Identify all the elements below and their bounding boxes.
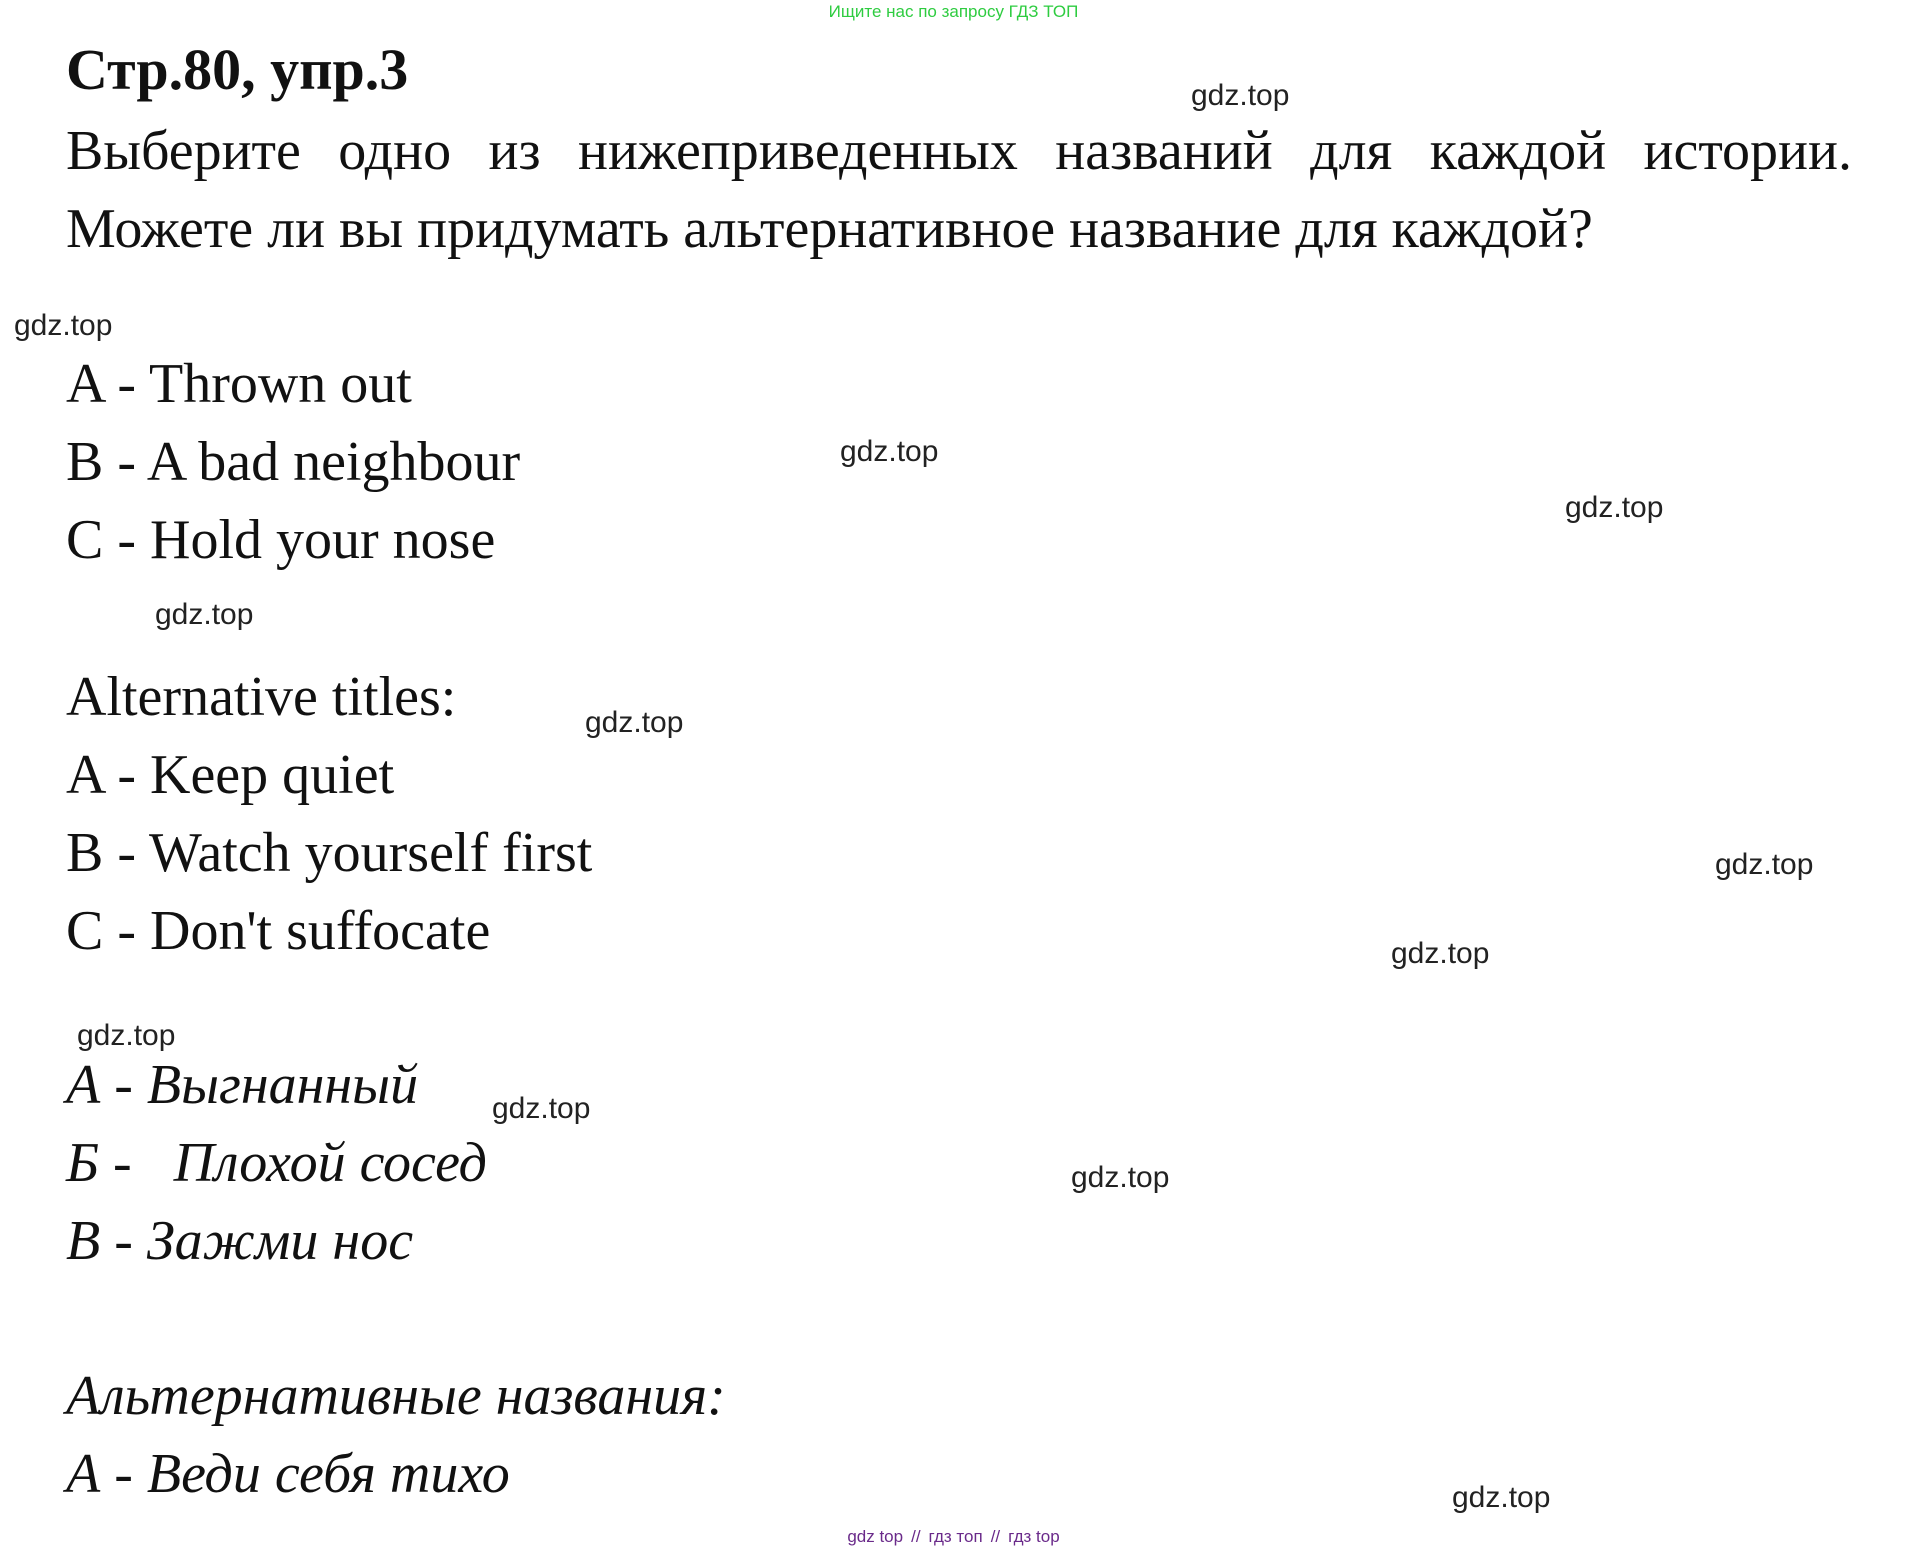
watermark: gdz.top (77, 1019, 176, 1052)
top-banner: Ищите нас по запросу ГДЗ ТОП (828, 2, 1079, 21)
watermark: gdz.top (1191, 79, 1290, 112)
title-ru-a: А - Выгнанный (66, 1054, 419, 1116)
instruction-line-1: Выберите одно из нижеприведенных названий для каждой истории. (66, 120, 1852, 182)
title-ru-c: В - Зажми нос (66, 1210, 414, 1272)
alt-title-en-c: C - Don't suffocate (66, 900, 491, 962)
footer (0, 1527, 1907, 1547)
instruction-line-2: Можете ли вы придумать альтернативное название для каждой? (66, 198, 1593, 260)
alt-heading-en: Alternative titles: (66, 666, 457, 728)
footer-separator: // (990, 1527, 1001, 1546)
watermark: gdz.top (840, 435, 939, 468)
title-en-c: C - Hold your nose (66, 509, 496, 571)
watermark: gdz.top (1452, 1481, 1551, 1514)
footer-separator: // (911, 1527, 921, 1546)
watermark: gdz.top (14, 309, 113, 342)
watermark: gdz.top (1565, 491, 1664, 524)
instruction-text (66, 112, 1852, 268)
watermark: gdz.top (1715, 848, 1814, 881)
footer-part-2: гдз топ (928, 1527, 983, 1546)
watermark: gdz.top (585, 706, 684, 739)
alt-title-en-a: A - Keep quiet (66, 744, 395, 806)
footer-part-3: гдз top (1008, 1527, 1060, 1546)
title-en-a: A - Thrown out (66, 353, 412, 415)
watermark: gdz.top (1071, 1161, 1170, 1194)
watermark: gdz.top (1391, 937, 1490, 970)
watermark: gdz.top (155, 598, 254, 631)
title-ru-b: Б - Плохой сосед (66, 1132, 487, 1194)
alt-title-ru-a: А - Веди себя тихо (66, 1443, 510, 1505)
page-title: Стр.80, упр.3 (66, 37, 409, 102)
alt-title-en-b: B - Watch yourself first (66, 822, 593, 884)
alt-heading-ru: Альтернативные названия: (66, 1365, 726, 1427)
title-en-b: B - A bad neighbour (66, 431, 521, 493)
footer-part-1: gdz top (847, 1527, 904, 1546)
watermark: gdz.top (492, 1092, 591, 1125)
